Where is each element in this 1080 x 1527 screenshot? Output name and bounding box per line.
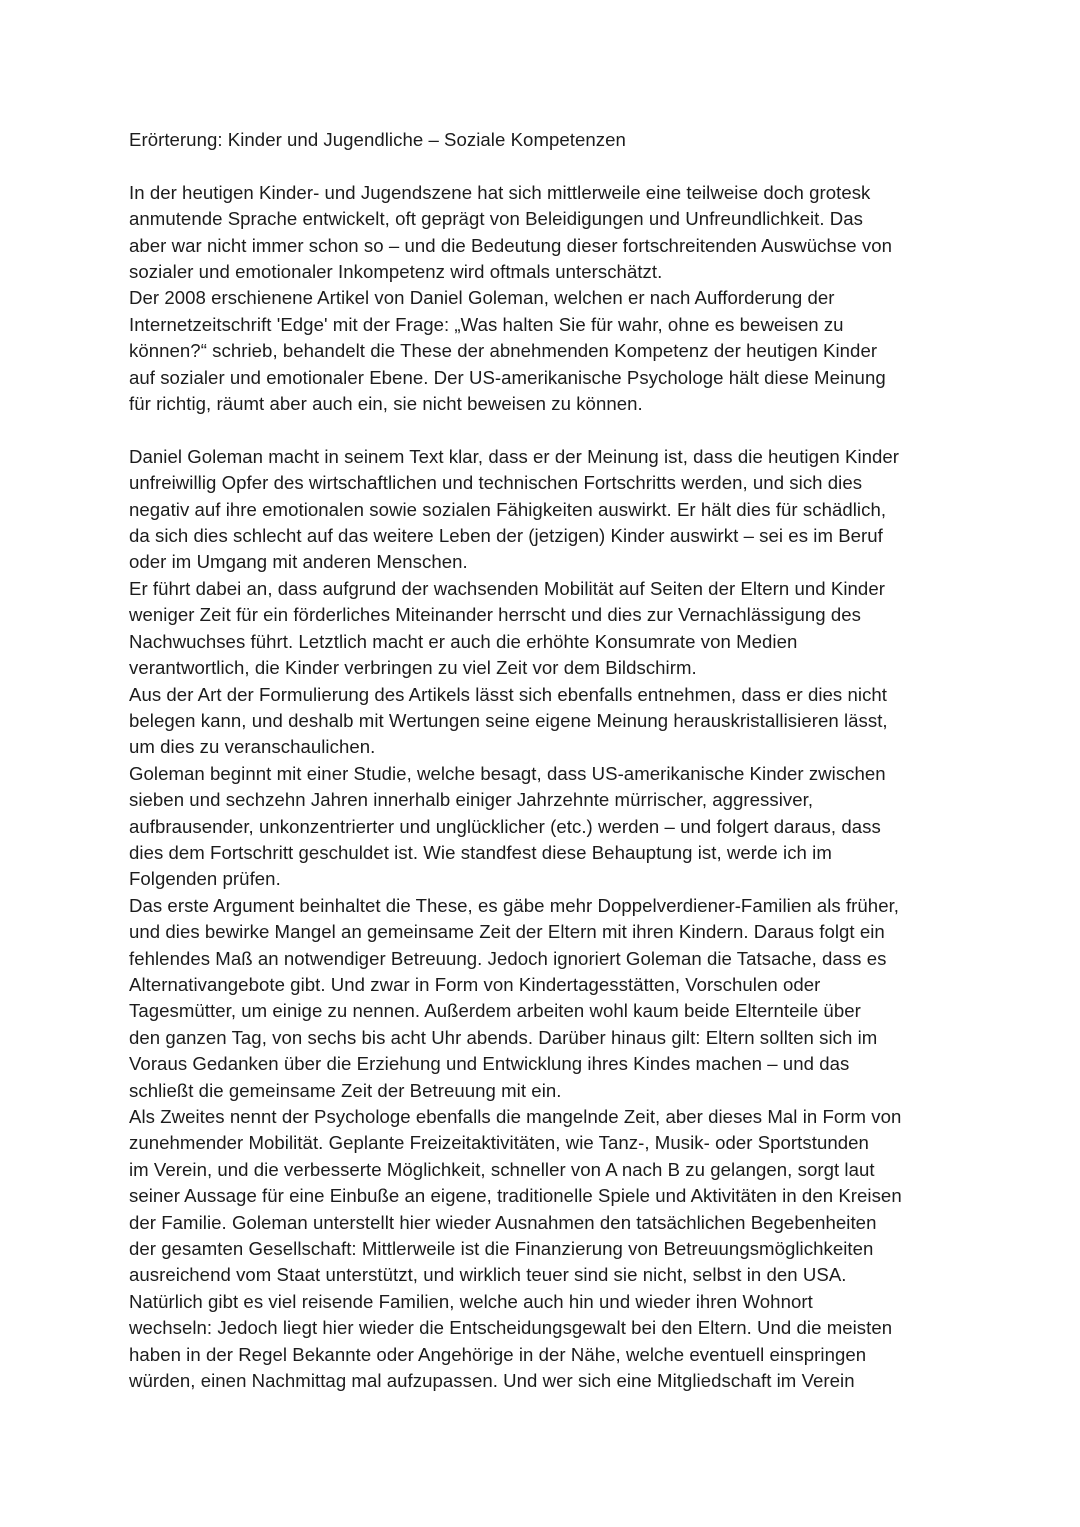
text-line: zunehmender Mobilität. Geplante Freizeitaktivitäten, wie Tanz-, Musik- oder Sportstunden bbox=[129, 1132, 869, 1154]
paragraph bbox=[129, 576, 959, 682]
text-line: weniger Zeit für ein förderliches Miteinander herrscht und dies zur Vernachlässigung des bbox=[129, 604, 862, 626]
paragraph-gap bbox=[129, 417, 959, 443]
text-line: anmutende Sprache entwickelt, oft geprägt von Beleidigungen und Unfreundlichkeit. Das bbox=[129, 208, 863, 230]
text-line: und dies bewirke Mangel an gemeinsame Zeit der Eltern mit ihren Kindern. Daraus folgt ein bbox=[129, 921, 885, 943]
text-line: oder im Umgang mit anderen Menschen. bbox=[129, 551, 468, 573]
text-line: sieben und sechzehn Jahren innerhalb einiger Jahrzehnte mürrischer, aggressiver, bbox=[129, 789, 814, 811]
text-line: Er führt dabei an, dass aufgrund der wachsenden Mobilität auf Seiten der Eltern und Kinder bbox=[129, 577, 885, 599]
text-line: haben in der Regel Bekannte oder Angehörige in der Nähe, welche eventuell einspringen bbox=[129, 1343, 867, 1365]
text-line: Aus der Art der Formulierung des Artikels lässt sich ebenfalls entnehmen, dass er dies nicht bbox=[129, 683, 888, 705]
text-line: im Verein, und die verbesserte Möglichkeit, schneller von A nach B zu gelangen, sorgt laut bbox=[129, 1158, 875, 1180]
text-line: Internetzeitschrift 'Edge' mit der Frage: „Was halten Sie für wahr, ohne es beweisen zu bbox=[129, 313, 844, 335]
text-line: sozialer und emotionaler Inkompetenz wird oftmals unterschätzt. bbox=[129, 261, 663, 283]
text-line: seiner Aussage für eine Einbuße an eigene, traditionelle Spiele und Aktivitäten in den Kreisen bbox=[129, 1185, 902, 1207]
document-title: Erörterung: Kinder und Jugendliche – Soziale Kompetenzen bbox=[129, 129, 626, 150]
text-line: Als Zweites nennt der Psychologe ebenfalls die mangelnde Zeit, aber dieses Mal in Form von bbox=[129, 1106, 902, 1127]
text-line: auf sozialer und emotionaler Ebene. Der US-amerikanische Psychologe hält diese Meinung bbox=[129, 366, 886, 388]
text-line: der Familie. Goleman unterstellt hier wieder Ausnahmen den tatsächlichen Begebenheiten bbox=[129, 1211, 877, 1233]
paragraph bbox=[129, 893, 959, 1104]
text-line: unfreiwillig Opfer des wirtschaftlichen und technischen Fortschritts werden, und sich dies bbox=[129, 472, 863, 494]
document-body bbox=[129, 127, 959, 1394]
text-line: da sich dies schlecht auf das weitere Leben der (jetzigen) Kinder auswirkt – sei es im Beruf bbox=[129, 525, 883, 547]
paragraph bbox=[129, 682, 959, 761]
text-line: den ganzen Tag, von sechs bis acht Uhr abends. Darüber hinaus gilt: Eltern sollten sich im bbox=[129, 1026, 878, 1048]
paragraph bbox=[129, 444, 959, 576]
paragraph bbox=[129, 761, 959, 893]
paragraph bbox=[129, 180, 959, 286]
text-line: aber war nicht immer schon so – und die Bedeutung dieser fortschreitenden Auswüchse von bbox=[129, 234, 892, 256]
text-line: ausreichend vom Staat unterstützt, und wirklich teuer sind sie nicht, selbst in den USA. bbox=[129, 1264, 847, 1286]
text-line: der gesamten Gesellschaft: Mittlerweile ist die Finanzierung von Betreuungsmöglichkeiten bbox=[129, 1238, 874, 1260]
text-line: Voraus Gedanken über die Erziehung und Entwicklung ihres Kindes machen – und das bbox=[129, 1053, 850, 1075]
text-line: Alternativangebote gibt. Und zwar in Form von Kindertagesstätten, Vorschulen oder bbox=[129, 973, 821, 995]
text-line: würden, einen Nachmittag mal aufzupassen. Und wer sich eine Mitgliedschaft im Verein bbox=[129, 1370, 855, 1392]
text-line: wechseln: Jedoch liegt hier wieder die Entscheidungsgewalt bei den Eltern. Und die meisten bbox=[129, 1317, 893, 1339]
text-line: für richtig, räumt aber auch ein, sie nicht beweisen zu können. bbox=[129, 393, 643, 415]
paragraph bbox=[129, 285, 959, 417]
text-line: fehlendes Maß an notwendiger Betreuung. Jedoch ignoriert Goleman die Tatsache, dass es bbox=[129, 947, 887, 969]
text-line: Tagesmütter, um einige zu nennen. Außerdem arbeiten wohl kaum beide Elternteile über bbox=[129, 1000, 861, 1022]
text-line: negativ auf ihre emotionalen sowie sozialen Fähigkeiten auswirkt. Er hält dies für schädlich, bbox=[129, 498, 887, 520]
text-line: Der 2008 erschienene Artikel von Daniel Goleman, welchen er nach Aufforderung der bbox=[129, 287, 835, 309]
paragraph bbox=[129, 1104, 959, 1394]
text-line: aufbrausender, unkonzentrierter und unglücklicher (etc.) werden – und folgert daraus, dass bbox=[129, 815, 881, 837]
text-line: Nachwuchses führt. Letztlich macht er auch die erhöhte Konsumrate von Medien bbox=[129, 630, 798, 652]
text-line: schließt die gemeinsame Zeit der Betreuung mit ein. bbox=[129, 1079, 562, 1101]
document-text bbox=[129, 180, 959, 1395]
text-line: Natürlich gibt es viel reisende Familien, welche auch hin und wieder ihren Wohnort bbox=[129, 1290, 813, 1312]
text-line: Das erste Argument beinhaltet die These, es gäbe mehr Doppelverdiener-Familien als früher, bbox=[129, 894, 900, 916]
text-line: Goleman beginnt mit einer Studie, welche besagt, dass US-amerikanische Kinder zwischen bbox=[129, 762, 886, 784]
text-line: verantwortlich, die Kinder verbringen zu viel Zeit vor dem Bildschirm. bbox=[129, 657, 697, 679]
text-line: Daniel Goleman macht in seinem Text klar, dass er der Meinung ist, dass die heutigen Kinder bbox=[129, 445, 900, 467]
text-line: In der heutigen Kinder- und Jugendszene hat sich mittlerweile eine teilweise doch grotesk bbox=[129, 181, 871, 203]
text-line: dies dem Fortschritt geschuldet ist. Wie standfest diese Behauptung ist, werde ich im bbox=[129, 841, 832, 863]
text-line: um dies zu veranschaulichen. bbox=[129, 736, 376, 758]
text-line: belegen kann, und deshalb mit Wertungen seine eigene Meinung herauskristallisieren lässt, bbox=[129, 709, 888, 731]
text-line: Folgenden prüfen. bbox=[129, 868, 281, 890]
text-line: können?“ schrieb, behandelt die These der abnehmenden Kompetenz der heutigen Kinder bbox=[129, 340, 878, 362]
